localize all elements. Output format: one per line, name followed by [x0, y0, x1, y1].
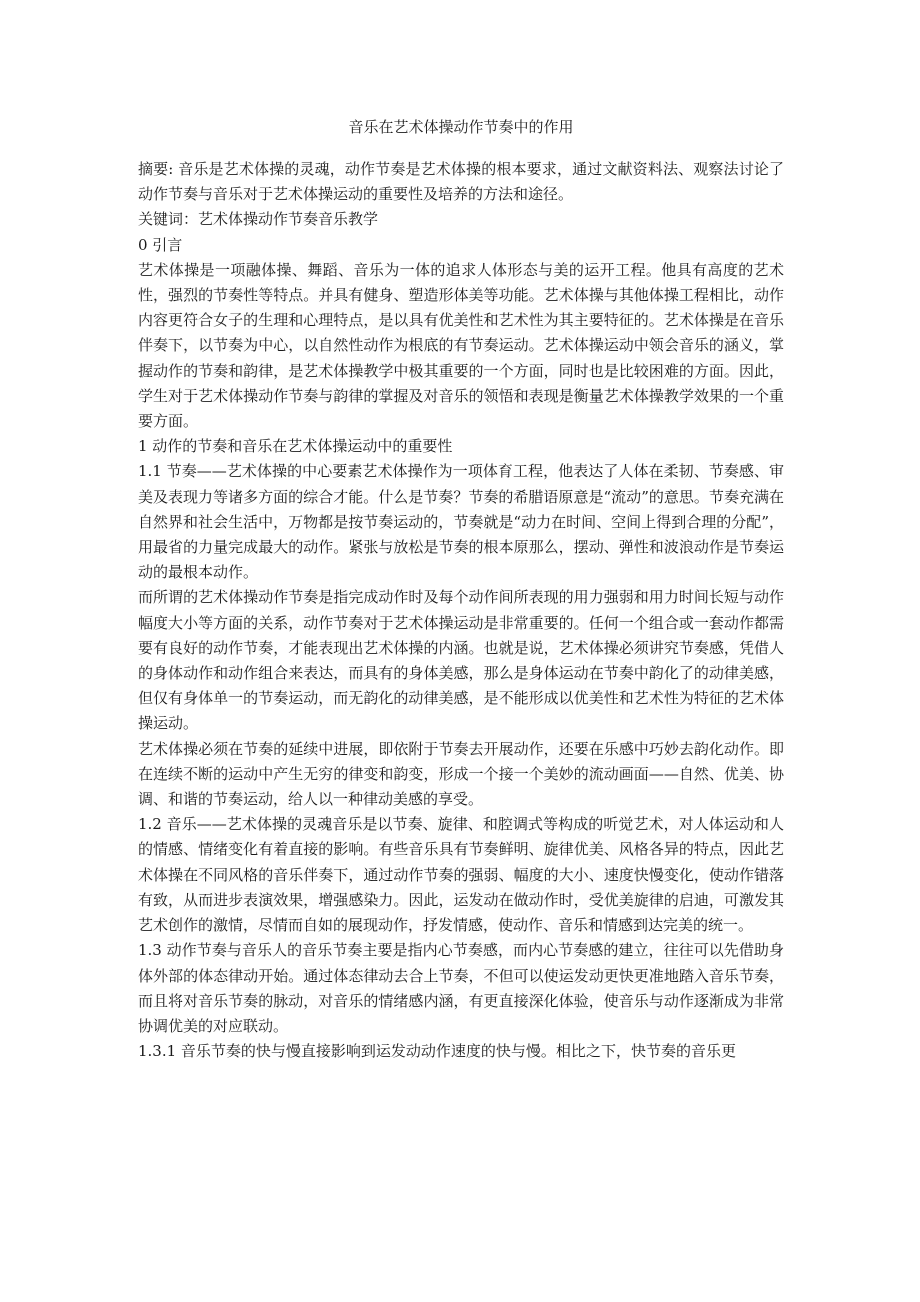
section-heading-1: 1 动作的节奏和音乐在艺术体操运动中的重要性 — [138, 437, 453, 456]
section-1-1-paragraph-3: 艺术体操必须在节奏的延续中进展，即依附于节奏去开展动作，还要在乐感中巧妙去韵化动作。即在连续不断的运动中产生无穷的律变和韵变，形成一个接一个美妙的流动画面——自然、优美、协调、和谐的节奏运动，给人以一种律动美感的享受。 — [138, 739, 784, 809]
section-1-1-paragraph: 1.1 节奏——艺术体操的中心要素艺术体操作为一项体育工程，他表达了人体在柔韧、节奏感、审美及表现力等诸多方面的综合才能。什么是节奏？节奏的希腊语原意是“流动”的意思。节奏充满在自然界和社会生活中，万物都是按节奏运动的，节奏就是“动力在时间、空间上得到合理的分配”，用最省的力量完成最大的动作。紧张与放松是节奏的根本原那么，摆动、弹性和波浪动作是节奏运动的最根本动作。 — [138, 462, 784, 582]
section-1-1-paragraph-2: 而所谓的艺术体操动作节奏是指完成动作时及每个动作间所表现的用力强弱和用力时间长短与动作幅度大小等方面的关系，动作节奏对于艺术体操运动是非常重要的。任何一个组合或一套动作都需要有良好的动作节奏，才能表现出艺术体操的内涵。也就是说，艺术体操必须讲究节奏感，凭借人的身体动作和动作组合来表达，而具有的身体美感，那么是身体运动在节奏中韵化了的动律美感，但仅有身体单一的节奏运动，而无韵化的动律美感，是不能形成以优美性和艺术性为特征的艺术体操运动。 — [138, 588, 784, 733]
document-title: 音乐在艺术体操动作节奏中的作用 — [348, 118, 574, 136]
section-1-3-paragraph: 1.3 动作节奏与音乐人的音乐节奏主要是指内心节奏感，而内心节奏感的建立，往往可以先借助身体外部的体态律动开始。通过体态律动去合上节奏，不但可以使运发动更快更准地踏入音乐节奏，而且将对音乐节奏的脉动，对音乐的情绪感内涵，有更直接深化体验，使音乐与动作逐渐成为非常协调优美的对应联动。 — [138, 941, 784, 1035]
document-body — [138, 157, 784, 1064]
section-heading-intro: 0 引言 — [138, 235, 183, 254]
keywords-line: 关键词：艺术体操动作节奏音乐教学 — [138, 210, 379, 229]
abstract-paragraph: 摘要: 音乐是艺术体操的灵魂，动作节奏是艺术体操的根本要求，通过文献资料法、观察法讨论了动作节奏与音乐对于艺术体操运动的重要性及培养的方法和途径。 — [138, 160, 784, 204]
section-1-3-1-paragraph: 1.3.1 音乐节奏的快与慢直接影响到运发动动作速度的快与慢。相比之下，快节奏的音乐更 — [138, 1042, 736, 1061]
section-1-2-paragraph: 1.2 音乐——艺术体操的灵魂音乐是以节奏、旋律、和腔调式等构成的听觉艺术，对人体运动和人的情感、情绪变化有着直接的影响。有些音乐具有节奏鲜明、旋律优美、风格各异的特点，因此艺术体操在不同风格的音乐伴奏下，通过动作节奏的强弱、幅度的大小、速度快慢变化，使动作错落有致，从而进步表演效果，增强感染力。因此，运发动在做动作时，受优美旋律的启迪，可激发其艺术创作的激情，尽情而自如的展现动作，抒发情感，使动作、音乐和情感到达完美的统一。 — [138, 815, 784, 935]
intro-paragraph: 艺术体操是一项融体操、舞蹈、音乐为一体的追求人体形态与美的运开工程。他具有高度的艺术性，强烈的节奏性等特点。并具有健身、塑造形体美等功能。艺术体操与其他体操工程相比，动作内容更符合女子的生理和心理特点，是以具有优美性和艺术性为其主要特征的。艺术体操是在音乐伴奏下，以节奏为中心，以自然性动作为根底的有节奏运动。艺术体操运动中领会音乐的涵义，掌握动作的节奏和韵律，是艺术体操教学中极其重要的一个方面，同时也是比较困难的方面。因此，学生对于艺术体操动作节奏与韵律的掌握及对音乐的领悟和表现是衡量艺术体操教学效果的一个重要方面。 — [138, 260, 784, 431]
